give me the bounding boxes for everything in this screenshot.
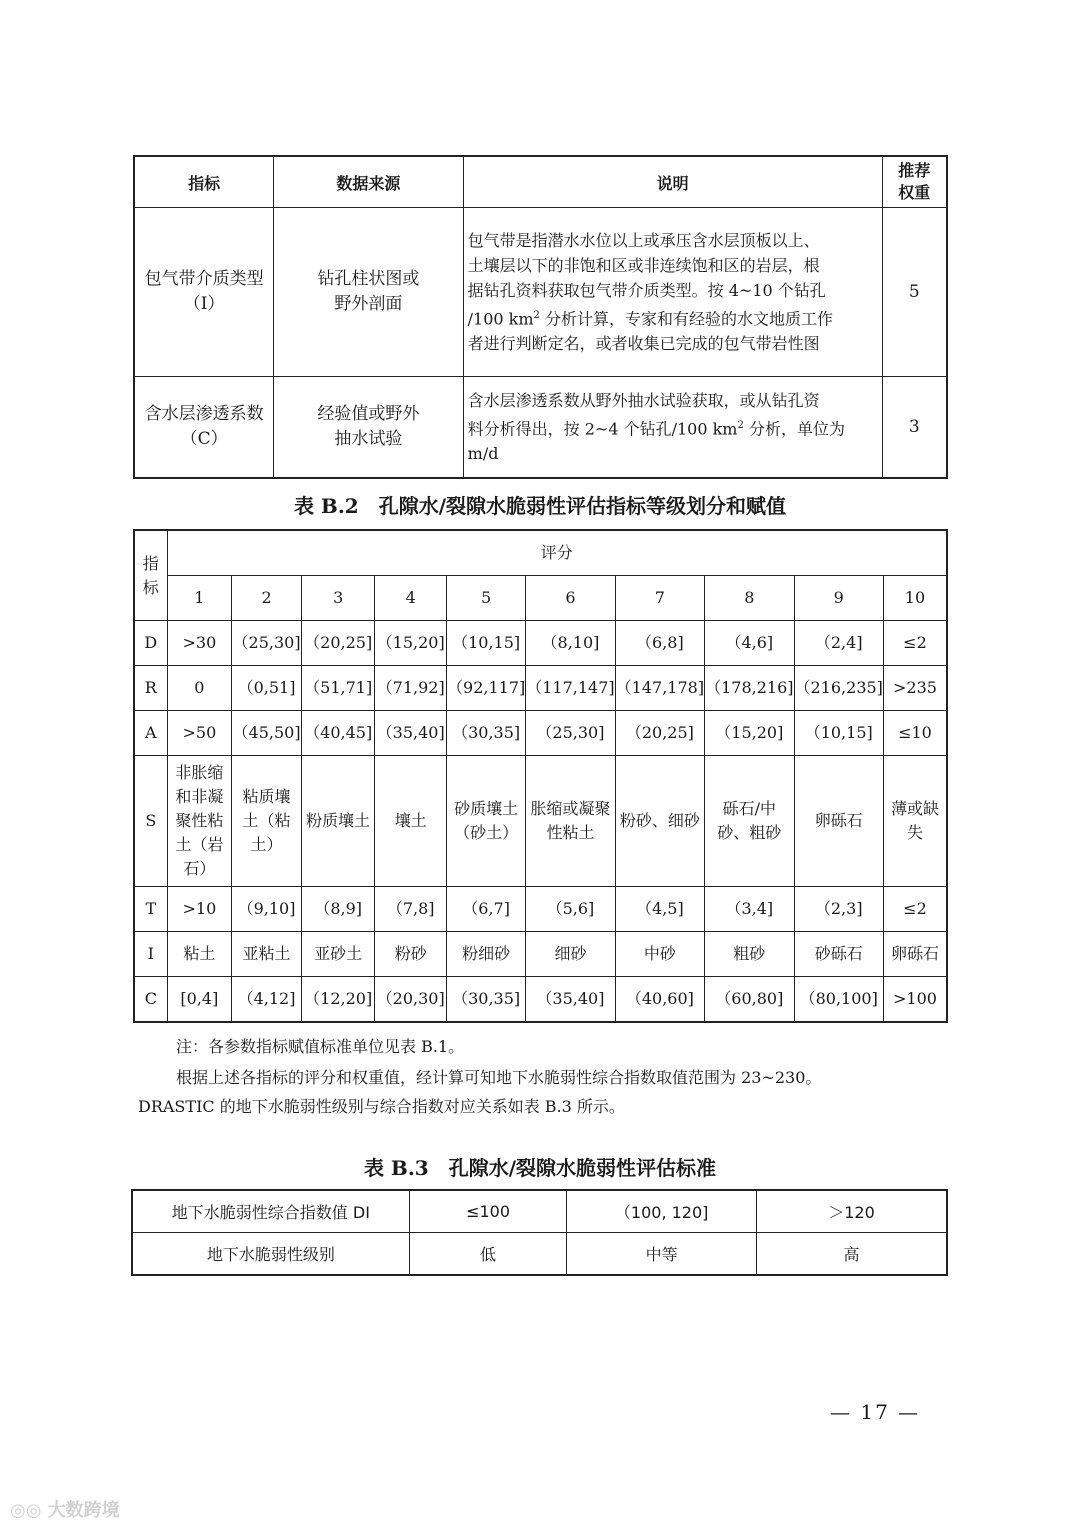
desc-superscript: 2	[533, 309, 540, 321]
indicator-key: A	[134, 711, 167, 756]
desc-line: 包气带是指潜水水位以上或承压含水层顶板以上、	[467, 230, 820, 250]
score-cell: （3,4]	[705, 887, 794, 932]
score-number-row	[134, 576, 947, 621]
score-number: 5	[447, 576, 526, 621]
score-number: 10	[883, 576, 947, 621]
indicator-row-d	[134, 621, 947, 666]
score-cell: （2,4]	[794, 621, 883, 666]
score-cell: （6,7]	[447, 887, 526, 932]
score-cell: （9,10]	[232, 887, 302, 932]
header-indicator: 指标	[134, 156, 274, 208]
score-cell: （25,30]	[526, 711, 615, 756]
score-cell: （12,20]	[301, 977, 374, 1023]
table-b3	[131, 1189, 948, 1276]
page-number: — 17 —	[830, 1400, 921, 1424]
paragraph: 根据上述各指标的评分和权重值，经计算可知地下水脆弱性综合指数取值范围为 23~230。	[176, 1068, 822, 1087]
score-cell: （15,20]	[375, 621, 447, 666]
indicator-row-a	[134, 711, 947, 756]
indicator-cell	[134, 208, 274, 377]
score-cell: 亚砂土	[301, 932, 374, 977]
score-cell: >30	[167, 621, 231, 666]
indicator-key: D	[134, 621, 167, 666]
score-cell: >100	[883, 977, 947, 1023]
score-cell: （6,8]	[615, 621, 704, 666]
source-cell	[274, 377, 463, 479]
indicator-row-i	[134, 932, 947, 977]
score-cell: ≤2	[883, 621, 947, 666]
description-cell	[463, 377, 882, 479]
score-cell: 亚粘土	[232, 932, 302, 977]
source-line: 野外剖面	[334, 294, 403, 314]
table-note: 注：各参数指标赋值标准单位见表 B.1。	[176, 1037, 465, 1056]
score-cell: （147,178]	[615, 666, 704, 711]
description-cell	[463, 208, 882, 377]
score-cell: 砂质壤土（砂土）	[447, 756, 526, 887]
paragraph: DRASTIC 的地下水脆弱性级别与综合指数对应关系如表 B.3 所示。	[138, 1097, 625, 1116]
table-b2	[133, 529, 948, 1023]
desc-line: /100 km	[467, 309, 534, 329]
weight-cell: 3	[882, 377, 947, 479]
level-value: 中等	[567, 1233, 757, 1276]
score-header-row	[134, 530, 947, 576]
score-cell: （20,30]	[375, 977, 447, 1023]
score-cell: （92,117]	[447, 666, 526, 711]
score-cell: （7,8]	[375, 887, 447, 932]
indicator-header-text: 指标	[142, 553, 159, 597]
level-value: 高	[756, 1233, 947, 1276]
desc-line: 者进行判断定名，或者收集已完成的包气带岩性图	[467, 334, 820, 354]
table-row	[132, 1190, 947, 1233]
score-cell: （80,100]	[794, 977, 883, 1023]
score-cell: >50	[167, 711, 231, 756]
indicator-row-c	[134, 977, 947, 1023]
score-cell: （40,60]	[615, 977, 704, 1023]
source-line: 抽水试验	[334, 429, 403, 449]
source-cell	[274, 208, 463, 377]
score-header: 评分	[167, 530, 947, 576]
score-cell: 粉细砂	[447, 932, 526, 977]
score-cell: 胀缩或凝聚性粘土	[526, 756, 615, 887]
score-cell: （30,35]	[447, 977, 526, 1023]
score-cell: （178,216]	[705, 666, 794, 711]
score-cell: 非胀缩和非凝聚性粘土（岩石）	[167, 756, 231, 887]
score-cell: 壤土	[375, 756, 447, 887]
watermark	[10, 1496, 120, 1522]
score-cell: 粗砂	[705, 932, 794, 977]
score-cell: ≤10	[883, 711, 947, 756]
header-weight	[882, 156, 947, 208]
score-cell: （71,92]	[375, 666, 447, 711]
score-number: 8	[705, 576, 794, 621]
score-number: 1	[167, 576, 231, 621]
level-value: 低	[409, 1233, 567, 1276]
table-row	[134, 377, 947, 479]
score-cell: 薄或缺失	[883, 756, 947, 887]
score-number: 9	[794, 576, 883, 621]
indicator-name: 包气带介质类型	[144, 269, 264, 289]
score-number: 6	[526, 576, 615, 621]
score-cell: （45,50]	[232, 711, 302, 756]
score-cell: 砂砾石	[794, 932, 883, 977]
score-cell: （40,45]	[301, 711, 374, 756]
score-cell: >10	[167, 887, 231, 932]
score-cell: （117,147]	[526, 666, 615, 711]
desc-line: m/d	[467, 444, 499, 464]
score-cell: ≤2	[883, 887, 947, 932]
score-cell: （60,80]	[705, 977, 794, 1023]
score-cell: [0,4]	[167, 977, 231, 1023]
score-cell: （10,15]	[794, 711, 883, 756]
level-label: 地下水脆弱性级别	[132, 1233, 409, 1276]
score-cell: （216,235]	[794, 666, 883, 711]
score-cell: >235	[883, 666, 947, 711]
score-cell: 粉砂	[375, 932, 447, 977]
score-cell: （2,3]	[794, 887, 883, 932]
desc-line: 料分析得出，按 2~4 个钻孔/100 km	[467, 419, 738, 439]
score-cell: （35,40]	[375, 711, 447, 756]
table-b1	[133, 155, 948, 479]
score-cell: （5,6]	[526, 887, 615, 932]
indicator-key: T	[134, 887, 167, 932]
header-weight-text: 推荐权重	[898, 161, 931, 202]
indicator-key: S	[134, 756, 167, 887]
indicator-cell	[134, 377, 274, 479]
desc-line: 据钻孔资料获取包气带介质类型。按 4~10 个钻孔	[467, 280, 826, 300]
score-cell: （4,12]	[232, 977, 302, 1023]
score-number: 2	[232, 576, 302, 621]
desc-line: 分析计算，专家和有经验的水文地质工作	[539, 309, 834, 329]
header-source: 数据来源	[274, 156, 463, 208]
desc-line: 土壤层以下的非饱和区或非连续饱和区的岩层，根	[467, 255, 820, 275]
score-cell: 中砂	[615, 932, 704, 977]
score-cell: （35,40]	[526, 977, 615, 1023]
score-cell: 卵砾石	[883, 932, 947, 977]
watermark-logo-icon: ◎◎	[10, 1500, 48, 1521]
score-cell: 卵砾石	[794, 756, 883, 887]
score-cell: （4,5]	[615, 887, 704, 932]
table-row	[134, 208, 947, 377]
table-header-row	[134, 156, 947, 208]
score-cell: （15,20]	[705, 711, 794, 756]
indicator-code: （C）	[180, 429, 228, 449]
table-row	[132, 1233, 947, 1276]
score-cell: 粘土	[167, 932, 231, 977]
score-cell: （30,35]	[447, 711, 526, 756]
score-cell: （8,10]	[526, 621, 615, 666]
indicator-row-t	[134, 887, 947, 932]
score-cell: （10,15]	[447, 621, 526, 666]
indicator-code: （I）	[183, 294, 225, 314]
score-cell: 粉质壤土	[301, 756, 374, 887]
watermark-text: 大数跨境	[47, 1500, 120, 1521]
indicator-name: 含水层渗透系数	[144, 404, 264, 424]
desc-line: 含水层渗透系数从野外抽水试验获取，或从钻孔资	[467, 390, 820, 410]
score-number: 4	[375, 576, 447, 621]
table-b3-caption: 表 B.3 孔隙水/裂隙水脆弱性评估标准	[363, 1156, 717, 1180]
score-cell: 细砂	[526, 932, 615, 977]
desc-line: 分析，单位为	[743, 419, 845, 439]
header-description: 说明	[463, 156, 882, 208]
weight-cell: 5	[882, 208, 947, 377]
di-range: ＞120	[756, 1190, 947, 1233]
indicator-key: I	[134, 932, 167, 977]
score-cell: 0	[167, 666, 231, 711]
score-cell: （51,71]	[301, 666, 374, 711]
score-cell: （20,25]	[301, 621, 374, 666]
source-line: 钻孔柱状图或	[317, 269, 420, 289]
di-label: 地下水脆弱性综合指数值 DI	[132, 1190, 409, 1233]
indicator-header	[134, 530, 167, 621]
score-cell: 粘质壤土（粘土）	[232, 756, 302, 887]
score-cell: （20,25]	[615, 711, 704, 756]
score-cell: （25,30]	[232, 621, 302, 666]
indicator-key: C	[134, 977, 167, 1023]
source-line: 经验值或野外	[317, 404, 420, 424]
indicator-key: R	[134, 666, 167, 711]
table-b2-body	[134, 621, 947, 1023]
score-cell: 粉砂、细砂	[615, 756, 704, 887]
di-range: ≤100	[409, 1190, 567, 1233]
score-cell: 砾石/中砂、粗砂	[705, 756, 794, 887]
indicator-row-s	[134, 756, 947, 887]
score-cell: （0,51]	[232, 666, 302, 711]
score-number: 3	[301, 576, 374, 621]
table-b2-caption: 表 B.2 孔隙水/裂隙水脆弱性评估指标等级划分和赋值	[293, 494, 787, 518]
score-cell: （4,6]	[705, 621, 794, 666]
score-number: 7	[615, 576, 704, 621]
indicator-row-r	[134, 666, 947, 711]
di-range: （100, 120]	[567, 1190, 757, 1233]
score-cell: （8,9]	[301, 887, 374, 932]
desc-superscript: 2	[737, 419, 744, 431]
